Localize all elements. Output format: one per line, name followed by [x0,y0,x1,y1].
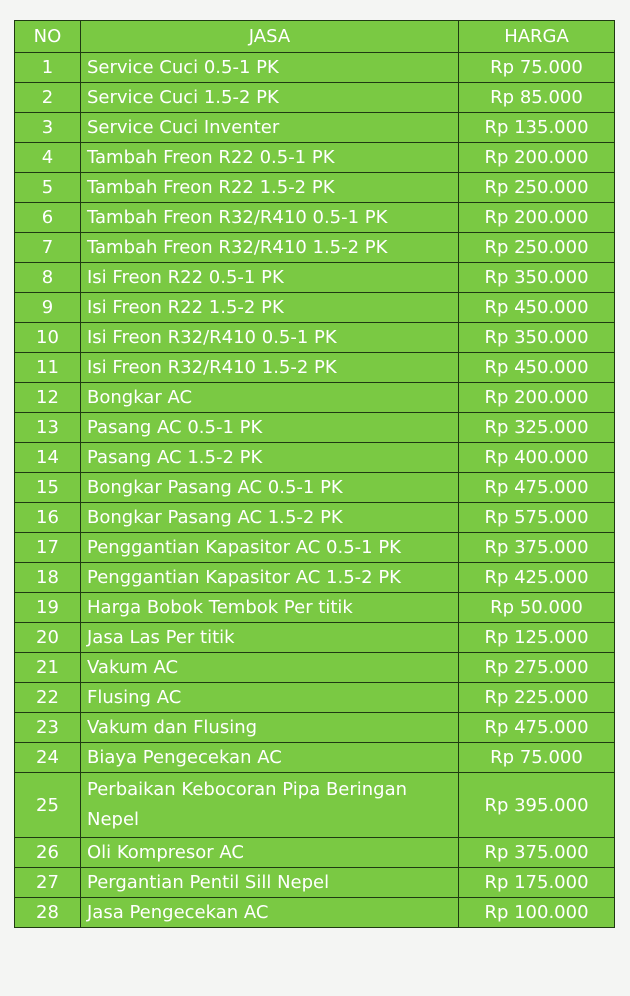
cell-no: 4 [15,143,81,173]
table-row [15,838,615,868]
cell-no: 27 [15,868,81,898]
cell-harga: Rp 250.000 [459,233,615,263]
cell-no: 21 [15,653,81,683]
table-row [15,773,615,838]
cell-no: 6 [15,203,81,233]
table-row [15,353,615,383]
cell-harga: Rp 175.000 [459,868,615,898]
cell-jasa: Harga Bobok Tembok Per titik [81,593,459,623]
table-row [15,533,615,563]
cell-no: 15 [15,473,81,503]
table-row [15,383,615,413]
cell-jasa: Jasa Las Per titik [81,623,459,653]
cell-harga: Rp 425.000 [459,563,615,593]
header-harga: HARGA [459,21,615,53]
cell-jasa: Isi Freon R32/R410 0.5-1 PK [81,323,459,353]
price-table [14,20,615,928]
table-row [15,203,615,233]
cell-no: 7 [15,233,81,263]
cell-harga: Rp 250.000 [459,173,615,203]
cell-no: 23 [15,713,81,743]
cell-harga: Rp 75.000 [459,53,615,83]
cell-harga: Rp 85.000 [459,83,615,113]
cell-harga: Rp 575.000 [459,503,615,533]
cell-harga: Rp 100.000 [459,898,615,928]
cell-jasa: Perbaikan Kebocoran Pipa Beringan Nepel [81,773,459,838]
cell-no: 25 [15,773,81,838]
cell-no: 28 [15,898,81,928]
cell-jasa: Service Cuci 0.5-1 PK [81,53,459,83]
cell-jasa: Jasa Pengecekan AC [81,898,459,928]
cell-jasa: Tambah Freon R22 1.5-2 PK [81,173,459,203]
cell-no: 9 [15,293,81,323]
cell-jasa: Service Cuci Inventer [81,113,459,143]
header-no: NO [15,21,81,53]
cell-jasa: Oli Kompresor AC [81,838,459,868]
cell-no: 1 [15,53,81,83]
table-row [15,653,615,683]
table-row [15,293,615,323]
cell-jasa: Flusing AC [81,683,459,713]
cell-jasa: Tambah Freon R32/R410 0.5-1 PK [81,203,459,233]
table-row [15,233,615,263]
cell-harga: Rp 450.000 [459,353,615,383]
cell-jasa: Biaya Pengecekan AC [81,743,459,773]
table-row [15,623,615,653]
cell-jasa: Service Cuci 1.5-2 PK [81,83,459,113]
cell-harga: Rp 450.000 [459,293,615,323]
table-row [15,743,615,773]
cell-no: 16 [15,503,81,533]
cell-no: 20 [15,623,81,653]
cell-harga: Rp 275.000 [459,653,615,683]
cell-no: 18 [15,563,81,593]
cell-jasa: Pasang AC 0.5-1 PK [81,413,459,443]
cell-jasa: Tambah Freon R22 0.5-1 PK [81,143,459,173]
table-row [15,503,615,533]
cell-jasa: Pergantian Pentil Sill Nepel [81,868,459,898]
cell-jasa: Bongkar Pasang AC 0.5-1 PK [81,473,459,503]
cell-harga: Rp 475.000 [459,473,615,503]
cell-harga: Rp 200.000 [459,383,615,413]
cell-no: 3 [15,113,81,143]
cell-harga: Rp 200.000 [459,143,615,173]
cell-harga: Rp 135.000 [459,113,615,143]
cell-harga: Rp 375.000 [459,838,615,868]
table-row [15,473,615,503]
cell-harga: Rp 475.000 [459,713,615,743]
cell-harga: Rp 350.000 [459,323,615,353]
cell-harga: Rp 200.000 [459,203,615,233]
header-jasa: JASA [81,21,459,53]
table-row [15,683,615,713]
header-row [15,21,615,53]
table-row [15,83,615,113]
cell-harga: Rp 75.000 [459,743,615,773]
table-row [15,898,615,928]
table-row [15,413,615,443]
cell-harga: Rp 125.000 [459,623,615,653]
cell-harga: Rp 375.000 [459,533,615,563]
price-list [14,20,614,928]
cell-no: 8 [15,263,81,293]
table-row [15,53,615,83]
cell-no: 24 [15,743,81,773]
cell-no: 11 [15,353,81,383]
cell-no: 13 [15,413,81,443]
cell-harga: Rp 350.000 [459,263,615,293]
cell-harga: Rp 50.000 [459,593,615,623]
cell-no: 17 [15,533,81,563]
table-row [15,443,615,473]
table-row [15,323,615,353]
cell-no: 12 [15,383,81,413]
cell-jasa: Isi Freon R32/R410 1.5-2 PK [81,353,459,383]
table-row [15,113,615,143]
cell-no: 14 [15,443,81,473]
cell-jasa: Tambah Freon R32/R410 1.5-2 PK [81,233,459,263]
cell-no: 5 [15,173,81,203]
table-row [15,713,615,743]
cell-no: 19 [15,593,81,623]
table-row [15,563,615,593]
cell-harga: Rp 325.000 [459,413,615,443]
table-row [15,173,615,203]
cell-no: 2 [15,83,81,113]
cell-jasa: Penggantian Kapasitor AC 0.5-1 PK [81,533,459,563]
table-row [15,263,615,293]
cell-harga: Rp 225.000 [459,683,615,713]
cell-jasa: Bongkar AC [81,383,459,413]
table-row [15,143,615,173]
cell-jasa: Pasang AC 1.5-2 PK [81,443,459,473]
cell-jasa: Penggantian Kapasitor AC 1.5-2 PK [81,563,459,593]
cell-jasa: Isi Freon R22 0.5-1 PK [81,263,459,293]
cell-no: 22 [15,683,81,713]
cell-harga: Rp 400.000 [459,443,615,473]
table-row [15,593,615,623]
table-row [15,868,615,898]
cell-jasa: Vakum AC [81,653,459,683]
cell-harga: Rp 395.000 [459,773,615,838]
cell-no: 10 [15,323,81,353]
cell-jasa: Isi Freon R22 1.5-2 PK [81,293,459,323]
table-body [15,53,615,928]
cell-jasa: Bongkar Pasang AC 1.5-2 PK [81,503,459,533]
cell-jasa: Vakum dan Flusing [81,713,459,743]
cell-no: 26 [15,838,81,868]
